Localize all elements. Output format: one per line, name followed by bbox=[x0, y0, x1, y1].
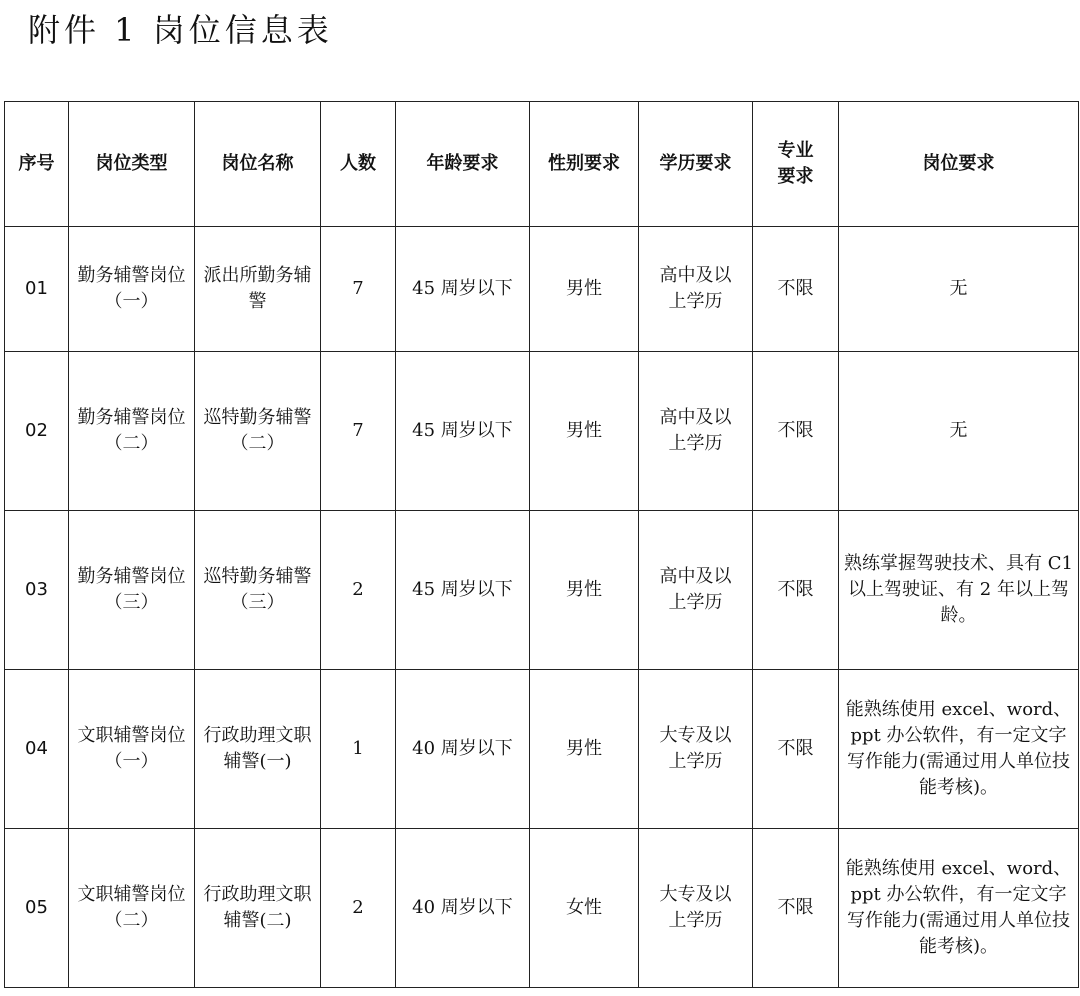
cell-major: 不限 bbox=[753, 511, 839, 670]
cell-gender: 男性 bbox=[530, 352, 639, 511]
cell-major: 不限 bbox=[753, 352, 839, 511]
cell-position-name: 行政助理文职辅警(一) bbox=[195, 670, 321, 829]
header-requirements: 岗位要求 bbox=[839, 102, 1079, 227]
cell-requirements: 无 bbox=[839, 227, 1079, 352]
cell-seq: 04 bbox=[5, 670, 69, 829]
cell-requirements: 熟练掌握驾驶技术、具有 C1 以上驾驶证、有 2 年以上驾龄。 bbox=[839, 511, 1079, 670]
cell-position-type: 勤务辅警岗位（三） bbox=[69, 511, 195, 670]
cell-age: 45 周岁以下 bbox=[396, 511, 530, 670]
cell-position-name: 巡特勤务辅警（三） bbox=[195, 511, 321, 670]
cell-count: 7 bbox=[321, 352, 396, 511]
cell-education: 高中及以上学历 bbox=[639, 227, 753, 352]
cell-position-name: 行政助理文职辅警(二) bbox=[195, 829, 321, 988]
cell-age: 40 周岁以下 bbox=[396, 829, 530, 988]
cell-gender: 男性 bbox=[530, 670, 639, 829]
cell-education: 高中及以上学历 bbox=[639, 511, 753, 670]
table-row bbox=[5, 829, 1079, 988]
header-position-type: 岗位类型 bbox=[69, 102, 195, 227]
table-row bbox=[5, 352, 1079, 511]
cell-education: 大专及以上学历 bbox=[639, 829, 753, 988]
header-age: 年龄要求 bbox=[396, 102, 530, 227]
cell-seq: 05 bbox=[5, 829, 69, 988]
cell-position-type: 文职辅警岗位（二） bbox=[69, 829, 195, 988]
page-title: 附件 1 岗位信息表 bbox=[28, 11, 333, 49]
cell-position-type: 勤务辅警岗位（一） bbox=[69, 227, 195, 352]
cell-position-name: 派出所勤务辅警 bbox=[195, 227, 321, 352]
cell-major: 不限 bbox=[753, 670, 839, 829]
cell-count: 2 bbox=[321, 829, 396, 988]
header-position-name: 岗位名称 bbox=[195, 102, 321, 227]
cell-gender: 男性 bbox=[530, 227, 639, 352]
cell-seq: 03 bbox=[5, 511, 69, 670]
cell-gender: 女性 bbox=[530, 829, 639, 988]
cell-age: 45 周岁以下 bbox=[396, 227, 530, 352]
cell-major: 不限 bbox=[753, 829, 839, 988]
cell-seq: 01 bbox=[5, 227, 69, 352]
cell-gender: 男性 bbox=[530, 511, 639, 670]
cell-education: 大专及以上学历 bbox=[639, 670, 753, 829]
header-major: 专业要求 bbox=[753, 102, 839, 227]
cell-count: 1 bbox=[321, 670, 396, 829]
cell-count: 2 bbox=[321, 511, 396, 670]
cell-education: 高中及以上学历 bbox=[639, 352, 753, 511]
header-count: 人数 bbox=[321, 102, 396, 227]
cell-position-type: 勤务辅警岗位（二） bbox=[69, 352, 195, 511]
table-row bbox=[5, 227, 1079, 352]
cell-requirements: 能熟练使用 excel、word、ppt 办公软件，有一定文字写作能力(需通过用人单位技能考核)。 bbox=[839, 670, 1079, 829]
cell-position-type: 文职辅警岗位（一） bbox=[69, 670, 195, 829]
cell-count: 7 bbox=[321, 227, 396, 352]
position-info-table bbox=[4, 101, 1079, 988]
cell-age: 45 周岁以下 bbox=[396, 352, 530, 511]
cell-major: 不限 bbox=[753, 227, 839, 352]
table-row bbox=[5, 670, 1079, 829]
header-education: 学历要求 bbox=[639, 102, 753, 227]
cell-position-name: 巡特勤务辅警（二） bbox=[195, 352, 321, 511]
header-gender: 性别要求 bbox=[530, 102, 639, 227]
table-row bbox=[5, 511, 1079, 670]
cell-requirements: 能熟练使用 excel、word、ppt 办公软件，有一定文字写作能力(需通过用人单位技能考核)。 bbox=[839, 829, 1079, 988]
cell-age: 40 周岁以下 bbox=[396, 670, 530, 829]
cell-seq: 02 bbox=[5, 352, 69, 511]
table-header-row bbox=[5, 102, 1079, 227]
header-seq: 序号 bbox=[5, 102, 69, 227]
cell-requirements: 无 bbox=[839, 352, 1079, 511]
